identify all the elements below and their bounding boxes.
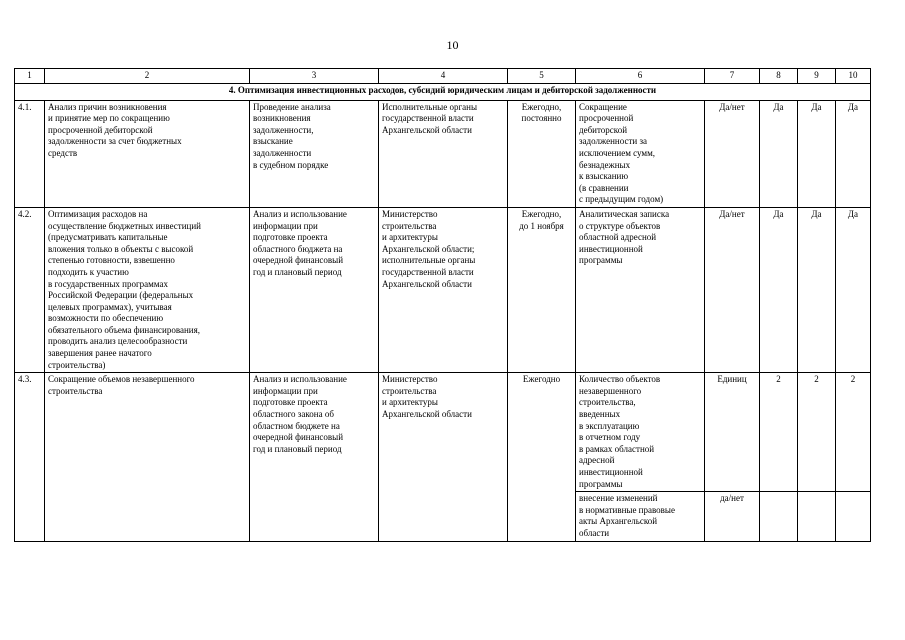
column-number: 9: [798, 69, 836, 84]
indicator-cell: внесение изменений в нормативные правовые акты Архангельской области: [576, 492, 705, 541]
column-number: 4: [379, 69, 508, 84]
measure-cell: Оптимизация расходов на осуществление бюджетных инвестиций (предусматривать капитальные вложения только в объекты с высокой степенью готовности, взвешенно подходить к участию в государственных программах Российской Федерации (федеральных целевых программах), учитывая возможности по обеспечению обязательного объема финансирования, проводить анализ целесообразности завершения ранее начатого строительства): [45, 207, 250, 372]
column-number-row: [15, 69, 871, 84]
value-cell: Да: [836, 100, 871, 207]
unit-cell: Да/нет: [705, 207, 760, 372]
value-cell: Да: [798, 100, 836, 207]
executor-cell: Министерство строительства и архитектуры Архангельской области: [379, 373, 508, 541]
unit-cell: Единиц: [705, 373, 760, 492]
mechanism-cell: Анализ и использование информации при подготовке проекта областного бюджета на очередной финансовый год и плановый период: [250, 207, 379, 372]
value-cell: Да: [836, 207, 871, 372]
measures-table: [14, 68, 871, 542]
measure-cell: Анализ причин возникновения и принятие мер по сокращению просроченной дебиторской задолженности за счет бюджетных средств: [45, 100, 250, 207]
column-number: 3: [250, 69, 379, 84]
row-number: 4.2.: [15, 207, 45, 372]
column-number: 10: [836, 69, 871, 84]
table-row: [15, 100, 871, 207]
unit-cell: Да/нет: [705, 100, 760, 207]
column-number: 2: [45, 69, 250, 84]
column-number: 8: [760, 69, 798, 84]
page-number: 10: [446, 38, 459, 52]
column-number: 7: [705, 69, 760, 84]
value-cell: [760, 492, 798, 541]
indicator-cell: Количество объектов незавершенного строительства, введенных в эксплуатацию в отчетном году в рамках областной адресной инвестиционной программы: [576, 373, 705, 492]
table-row: [15, 373, 871, 492]
executor-cell: Исполнительные органы государственной власти Архангельской области: [379, 100, 508, 207]
value-cell: 2: [760, 373, 798, 492]
section-title: 4. Оптимизация инвестиционных расходов, субсидий юридическим лицам и дебиторской задолженности: [15, 83, 871, 100]
value-cell: Да: [760, 100, 798, 207]
term-cell: Ежегодно, до 1 ноября: [508, 207, 576, 372]
mechanism-cell: Проведение анализа возникновения задолженности, взыскание задолженности в судебном порядке: [250, 100, 379, 207]
section-header-row: [15, 83, 871, 100]
column-number: 5: [508, 69, 576, 84]
term-cell: Ежегодно: [508, 373, 576, 541]
column-number: 6: [576, 69, 705, 84]
row-number: 4.1.: [15, 100, 45, 207]
executor-cell: Министерство строительства и архитектуры Архангельской области; исполнительные органы государственной власти Архангельской области: [379, 207, 508, 372]
unit-cell: да/нет: [705, 492, 760, 541]
column-number: 1: [15, 69, 45, 84]
value-cell: [836, 492, 871, 541]
indicator-cell: Аналитическая записка о структуре объектов областной адресной инвестиционной программы: [576, 207, 705, 372]
row-number: 4.3.: [15, 373, 45, 541]
indicator-cell: Сокращение просроченной дебиторской задолженности за исключением сумм, безнадежных к взысканию (в сравнении с предыдущим годом): [576, 100, 705, 207]
value-cell: 2: [836, 373, 871, 492]
value-cell: Да: [760, 207, 798, 372]
value-cell: 2: [798, 373, 836, 492]
value-cell: [798, 492, 836, 541]
value-cell: Да: [798, 207, 836, 372]
measure-cell: Сокращение объемов незавершенного строительства: [45, 373, 250, 541]
table-row: [15, 207, 871, 372]
term-cell: Ежегодно, постоянно: [508, 100, 576, 207]
mechanism-cell: Анализ и использование информации при подготовке проекта областного закона об областном бюджете на очередной финансовый год и плановый период: [250, 373, 379, 541]
